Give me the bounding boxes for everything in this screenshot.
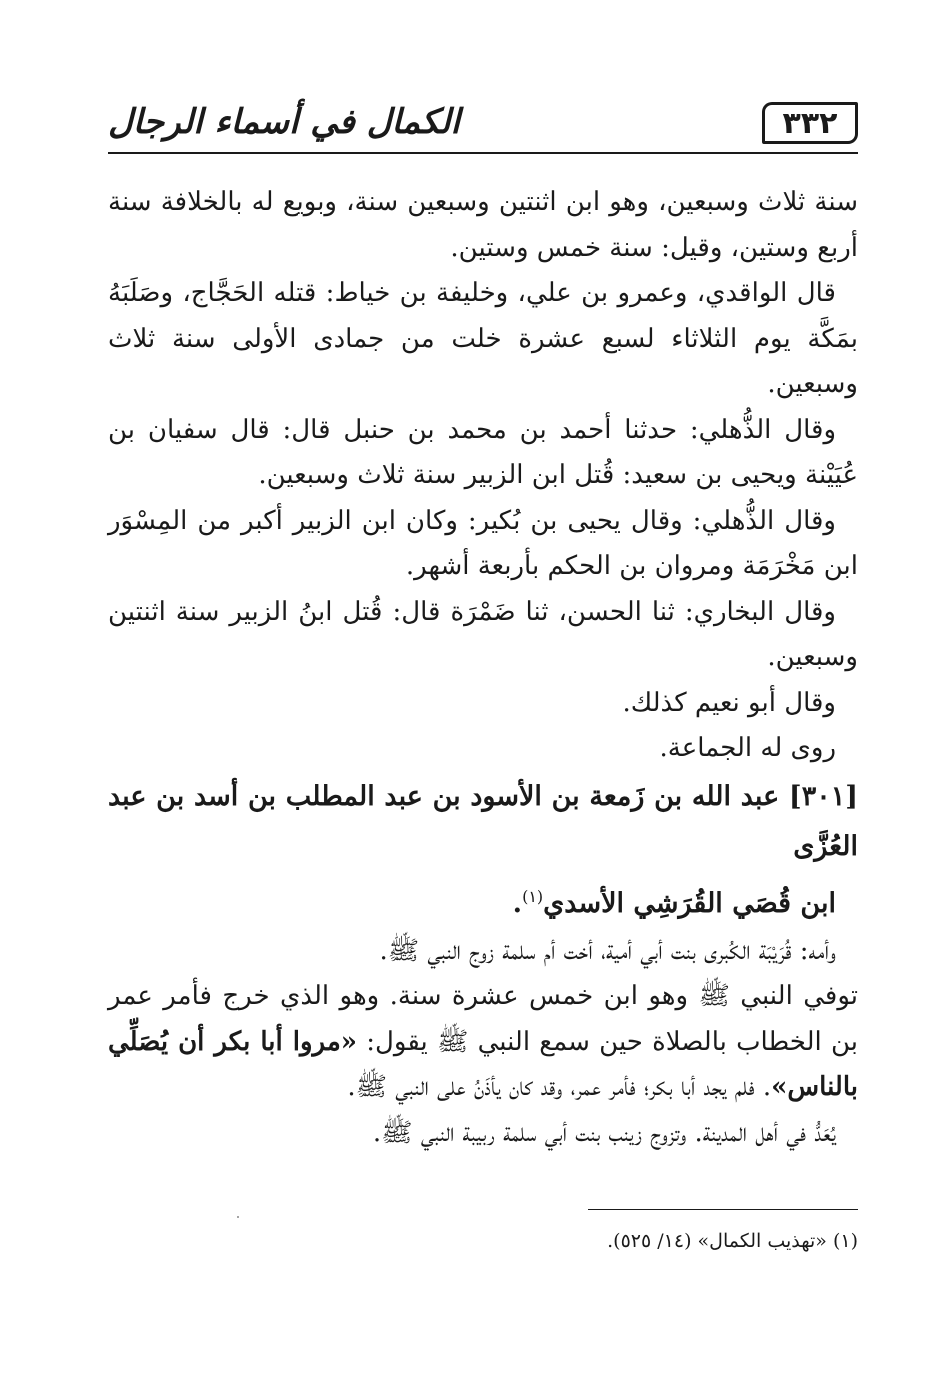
entry-heading-end: . xyxy=(512,887,523,919)
header-rule xyxy=(108,152,858,154)
main-text xyxy=(108,180,858,1156)
paragraph: وقال البخاري: ثنا الحسن، ثنا ضَمْرَة قال: قُتل ابنُ الزبير سنة اثنتين وسبعين. xyxy=(108,596,858,672)
paragraph: وقال الذُّهلي: وقال يحيى بن بُكير: وكان ابن الزبير أكبر من المِسْوَر ابن مَخْرَمَة ومروان بن الحكم بأربعة أشهر. xyxy=(108,505,858,581)
paragraph-text: توفي النبي ﷺ وهو ابن خمس عشرة سنة. وهو الذي خرج فأمر عمر بن الخطاب بالصلاة حين سمع النبي ﷺ يقول: xyxy=(108,981,858,1057)
paragraph-text: . فلم يجد أبا بكر؛ فأمر عمر، وقد كان يأذَنُ على النبي ﷺ. xyxy=(347,1072,772,1102)
paragraph xyxy=(108,974,858,1111)
page-number: ٣٣٢ xyxy=(762,102,858,144)
footnote-rule xyxy=(588,1209,858,1210)
entry-heading-line2-text: ابن قُصَي القُرَشِي الأسدي xyxy=(543,887,836,919)
entry-heading-line1: [٣٠١] عبد الله بن زَمعة بن الأسود بن عبد المطلب بن أسد بن عبد العُزَّى xyxy=(108,780,858,862)
hadith-quote: «مروا أبا بكر أن يُصَلِّي بالناس» xyxy=(108,1026,858,1102)
paragraph: وقال أبو نعيم كذلك. xyxy=(622,687,836,718)
footnote-reference: (١) xyxy=(522,886,544,906)
entry-heading-line2 xyxy=(108,872,858,929)
scan-speck xyxy=(237,1216,239,1218)
paragraph: وأمه: قُرَيْبَة الكُبرى بنت أبي أمية، أخت أم سلمة زوج النبي ﷺ. xyxy=(379,935,836,966)
book-title: الكمال في أسماء الرجال xyxy=(108,102,460,142)
footnote: (١) «تهذيب الكمال» (١٤/ ٥٢٥). xyxy=(607,1230,858,1252)
entry-heading xyxy=(108,772,858,929)
page-header xyxy=(108,96,858,154)
paragraph: روى له الجماعة. xyxy=(659,733,836,763)
paragraph: وقال الذُّهلي: حدثنا أحمد بن محمد بن حنبل قال: قال سفيان بن عُيَيْنة ويحيى بن سعيد: قُتل ابن الزبير سنة ثلاث وسبعين. xyxy=(108,414,858,490)
paragraph: سنة ثلاث وسبعين، وهو ابن اثنتين وسبعين سنة، وبويع له بالخلافة سنة أربع وستين، وقيل: سنة خمس وستين. xyxy=(108,187,858,263)
paragraph: يُعَدُّ في أهل المدينة. وتزوج زينب بنت أبي سلمة ربيبة النبي ﷺ. xyxy=(372,1117,836,1148)
paragraph: قال الواقدي، وعمرو بن علي، وخليفة بن خياط: قتله الحَجَّاج، وصَلَبَهُ بمَكَّة يوم الثلاثاء لسبع عشرة خلت من جمادى الأولى سنة ثلاث وسبعين. xyxy=(108,278,858,399)
